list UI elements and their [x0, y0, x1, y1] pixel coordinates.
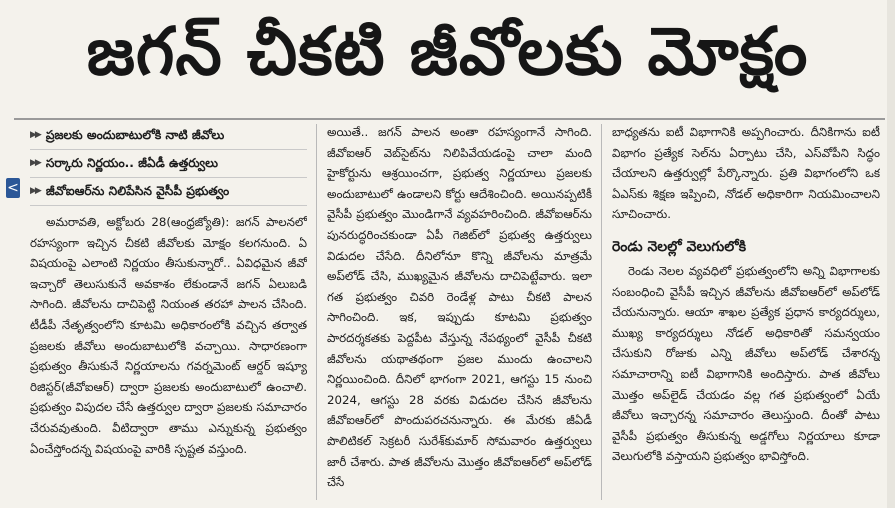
column-divider — [601, 124, 602, 500]
subhead-item: ▶▶ జీవోఐఆర్‌ను నిలిపేసిన వైసీపీ ప్రభుత్వం — [30, 178, 307, 206]
chevron-left-icon[interactable]: < — [7, 180, 19, 196]
article-paragraph: రెండు నెలల వ్యవధిలో ప్రభుత్వంలోని అన్ని విభాగాలకు సంబంధించి వైసీపీ ఇచ్చిన జీవోలను జీవోఐఆర్‌లో అప్‌లోడ్ చేయనున్నారు. ఆయా శాఖల ప్రత్యేక ప్రధాన కార్యదర్శులు, ముఖ్య కార్యదర్శులు నోడల్ అధికారితో సమన్వయం చేసుకుని రోజుకు ఎన్ని జీవోలు అప్‌లోడ్ చేశారన్న సమాచారాన్ని ఐటీ విభాగానికి అందిస్తారు. పాత జీవోలు మొత్తం అప్‌లైడ్ చేయడం వల్ల గత ప్రభుత్వంలో ఏయే జీవోలు ఇచ్చారన్న సమాచారం తెలుస్తుంది. దీంతో పాటు వైసీపీ ప్రభుత్వం తీసుకున్న అడ్డగోలు నిర్ణయాలు కూడా వెలుగులోకి వస్తాయని ప్రభుత్వం భావిస్తోంది. — [612, 263, 880, 464]
subhead-item: ▶▶ సర్కారు నిర్ణయం.. జీఏడీ ఉత్తర్వులు — [30, 150, 307, 178]
subhead-item: ▶▶ ప్రజలకు అందుబాటులోకి నాటి జీవోలు — [30, 122, 307, 150]
article-column-2 — [327, 122, 592, 502]
headline-rule — [14, 118, 885, 120]
page-edge — [887, 0, 895, 508]
double-chevron-icon: ▶▶ — [30, 130, 40, 141]
double-chevron-icon: ▶▶ — [30, 186, 40, 197]
article-paragraph: అయితే.. జగన్ పాలన అంతా రహస్యంగానే సాగింది. జీవోఐఆర్ వెబ్‌సైట్‌ను నిలిపివేయడంపై చాలా మంది హైకోర్టును ఆశ్రయించగా, ప్రభుత్వ నిర్ణయాలు ప్రజలకు అందుబాటులో ఉండాలని కోర్టు ఆదేశించింది. అయినప్పటికీ వైసీపీ ప్రభుత్వం మొండిగానే వ్యవహరించింది. జీవోఐఆర్‌ను పునరుద్ధరించకుండా ఏపీ గెజిట్‌లో ప్రభుత్వ ఉత్తర్వులు విడుదల చేసేది. దీనిలోనూ కొన్ని జీవోలను మాత్రమే అప్‌లోడ్ చేసి, ముఖ్యమైన జీవోలను దాచిపెట్టేవారు. ఇలా గత ప్రభుత్వం చివరి రెండేళ్ల పాటు చీకటి పాలన సాగించింది. ఇక, ఇప్పుడు కూటమి ప్రభుత్వం పారదర్శకతకు పెద్దపీట వేస్తున్న నేపథ్యంలో వైసీపీ చీకటి జీవోలను యథాతథంగా ప్రజల ముందు ఉంచాలని నిర్ణయించింది. దీనిలో భాగంగా 2021, ఆగస్టు 15 నుంచి 2024, ఆగస్టు 28 వరకు విడుదల చేసిన జీవోలను జీవోఐఆర్‌లో పొందుపరచనున్నారు. ఈ మేరకు జీఏడీ పొలిటికల్ సెక్రటరీ సురేశ్‌కుమార్ సోమవారం ఉత్తర్వులు జారీ చేశారు. పాత జీవోలను మొత్తం జీవోఐఆర్‌లో అప్‌లోడ్ చేసే — [327, 125, 592, 490]
article-paragraph: అమరావతి, అక్టోబరు 28(ఆంధ్రజ్యోతి): జగన్ పాలనలో రహస్యంగా ఇచ్చిన చీకటి జీవోలకు మోక్షం కలగనుంది. ఏ విషయంపై ఎలాంటి నిర్ణయం తీసుకున్నారో.. ఏవిధమైన జీవో ఇచ్చారో తెలుసుకునే అవకాశం లేకుండానే జగన్ ఏలుబడి సాగింది. జీవోలను దాచిపెట్టి నియంత తరహా పాలన చేసింది. టీడీపీ నేతృత్వంలోని కూటమి అధికారంలోకి వచ్చిన తర్వాత ప్రజలకు జీవోలు అందుబాటులోకి వచ్చాయి. సాధారణంగా ప్రభుత్వం తీసుకునే నిర్ణయాలను గవర్నమెంట్ ఆర్డర్ ఇష్యూ రిజిస్టర్(జీవోఐఆర్) ద్వారా ప్రజలకు అందుబాటులో ఉంచాలి. ప్రభుత్వం విపుదల చేసే ఉత్తర్వుల ద్వారా ప్రజలకు సమాచారం చేరువవుతుంది. వీటిద్వారా తాము ఎన్నుకున్న ప్రభుత్వం ఏంచేస్తోందన్న విషయంపై వారికి స్పష్టత వస్తుంది. — [30, 215, 307, 456]
article-paragraph: బాధ్యతను ఐటీ విభాగానికి అప్పగించారు. దీనికిగాను ఐటీ విభాగం ప్రత్యేక సెల్‌ను ఏర్పాటు చేసి, ఎస్‌వోపీని సిద్ధం చేయాలని ఉత్తర్వుల్లో పేర్కొన్నారు. ప్రతి విభాగంలోని ఒక ఏఎస్‌కు శిక్షణ ఇప్పించి, నోడల్ అధికారిగా నియమించాలని సూచించారు. — [612, 125, 880, 222]
article-column-1 — [30, 122, 307, 502]
subheads — [30, 122, 307, 206]
section-heading: రెండు నెలల్లో వెలుగులోకి — [612, 238, 747, 255]
double-chevron-icon: ▶▶ — [30, 158, 40, 169]
column-divider — [316, 124, 317, 500]
article-column-3 — [612, 122, 880, 502]
headline: జగన్ చీకటి జీవోలకు మోక్షం — [86, 12, 809, 90]
